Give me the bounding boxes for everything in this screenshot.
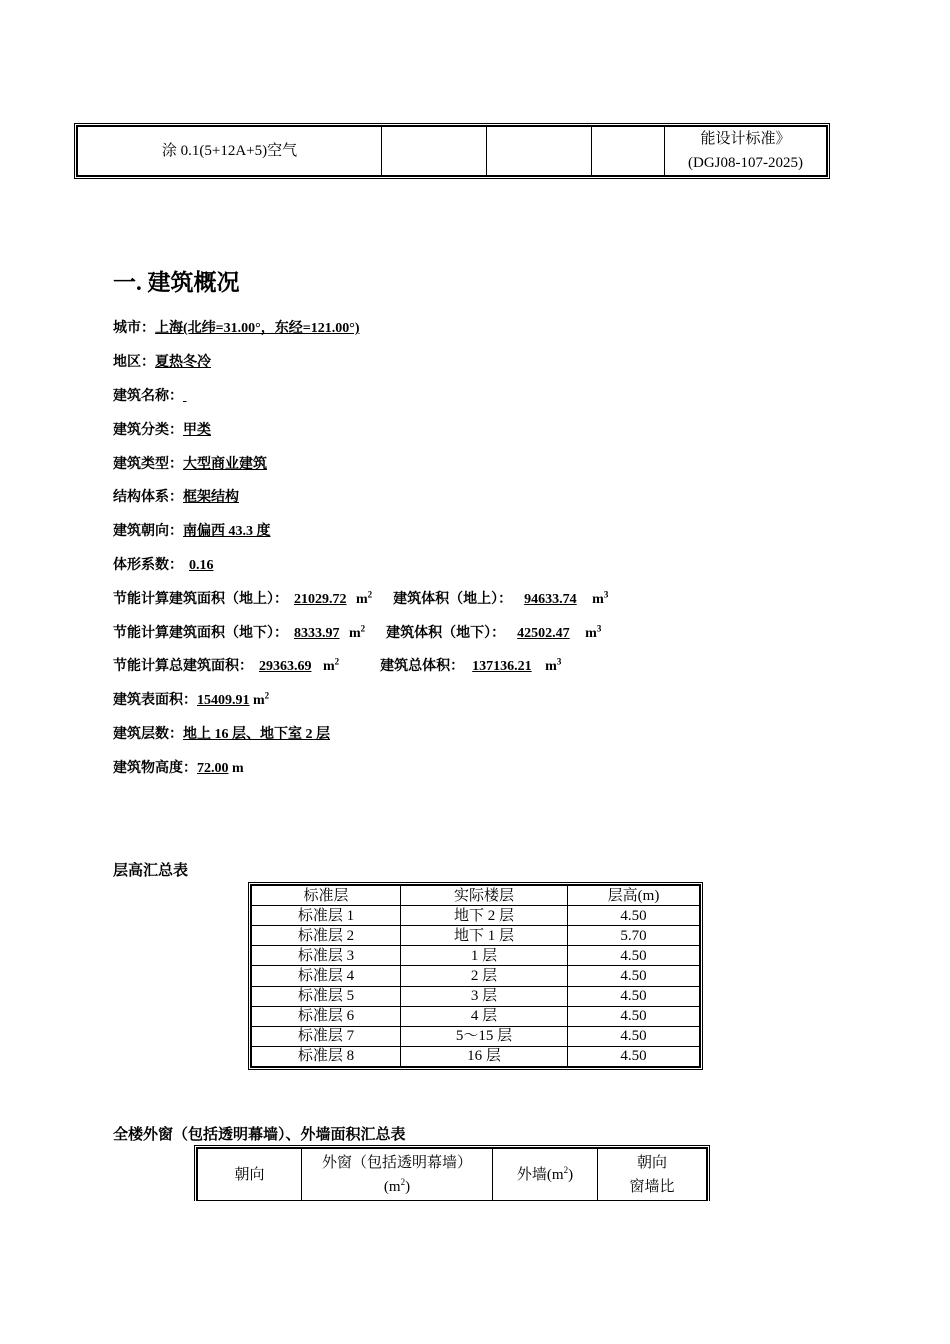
- table-row: [252, 966, 700, 986]
- table-cell: 2 层: [401, 966, 568, 986]
- table-cell: 标准层 3: [252, 946, 401, 966]
- column-header-orientation: 朝向: [198, 1149, 302, 1201]
- table-cell: 标准层 5: [252, 986, 401, 1006]
- table-cell: 4.50: [568, 946, 700, 966]
- table-cell: 4.50: [568, 1046, 700, 1066]
- info-area-above: 节能计算建筑面积（地上）： 21029.72 $m^2$ 建筑体积（地上）： 94633.74 $m^3$: [113, 589, 609, 607]
- table-cell: 标准层 7: [252, 1026, 401, 1046]
- info-city: 城市：上海(北纬=31.00°，东经=121.00°): [113, 321, 360, 336]
- top-table-fragment: [74, 123, 830, 179]
- table-row: [252, 986, 700, 1006]
- info-total-area: 节能计算总建筑面积： 29363.69 $m^2$ 建筑总体积： 137136.21 $m^3$: [113, 656, 562, 674]
- info-height: 建筑物高度：72.00 m: [113, 761, 244, 776]
- column-header-window-area: 外窗（包括透明幕墙） $(m^2)$: [302, 1149, 493, 1201]
- table-row: [252, 946, 700, 966]
- table-cell: 5～15 层: [401, 1026, 568, 1046]
- table-cell: 4.50: [568, 966, 700, 986]
- table-cell: 1 层: [401, 946, 568, 966]
- table-row: [252, 926, 700, 946]
- column-header-window-wall-ratio: 朝向 窗墙比: [598, 1149, 707, 1201]
- table-cell: 标准层 8: [252, 1046, 401, 1066]
- table-cell: 4.50: [568, 986, 700, 1006]
- top-table-cell-standard: 能设计标准》 (DGJ08-107-2025): [665, 127, 827, 176]
- table-row: [252, 1026, 700, 1046]
- table-cell: 5.70: [568, 926, 700, 946]
- info-floors: 建筑层数：地上 16 层、地下室 2 层: [113, 727, 330, 742]
- column-header: 标准层: [252, 886, 401, 906]
- table-cell: 4.50: [568, 1006, 700, 1026]
- table-cell: 标准层 1: [252, 906, 401, 926]
- table-cell: 标准层 4: [252, 966, 401, 986]
- top-table-cell: [592, 127, 665, 176]
- top-table-cell-material: 涂 0.1(5+12A+5)空气: [78, 127, 382, 176]
- floor-table-title: 层高汇总表: [113, 863, 189, 879]
- info-category: 建筑分类：甲类: [113, 423, 211, 438]
- table-row: [252, 906, 700, 926]
- info-building-name: 建筑名称：: [113, 389, 183, 404]
- floor-table-header: [252, 886, 700, 906]
- table-cell: 4.50: [568, 906, 700, 926]
- table-cell: 16 层: [401, 1046, 568, 1066]
- table-cell: 地下 1 层: [401, 926, 568, 946]
- table-cell: 4.50: [568, 1026, 700, 1046]
- info-region: 地区：夏热冬冷: [113, 355, 211, 370]
- column-header: 层高(m): [568, 886, 700, 906]
- table-row: [252, 1046, 700, 1066]
- column-header: 实际楼层: [401, 886, 568, 906]
- top-table-cell: [382, 127, 487, 176]
- table-cell: 标准层 2: [252, 926, 401, 946]
- table-cell: 4 层: [401, 1006, 568, 1026]
- info-type: 建筑类型：大型商业建筑: [113, 457, 267, 472]
- window-table-title: 全楼外窗（包括透明幕墙）、外墙面积汇总表: [113, 1127, 406, 1143]
- table-row: [252, 1006, 700, 1026]
- column-header-wall-area: 外墙$(m^2)$: [493, 1149, 598, 1201]
- info-orientation: 建筑朝向：南偏西 43.3 度: [113, 524, 271, 539]
- window-wall-area-table: [194, 1145, 710, 1201]
- floor-height-table: [248, 882, 703, 1070]
- section-title: 一. 建筑概况: [113, 270, 240, 295]
- info-structure: 结构体系：框架结构: [113, 490, 239, 505]
- top-table-cell: [487, 127, 592, 176]
- info-surface-area: 建筑表面积：15409.91 $m^2$: [113, 690, 270, 708]
- table-cell: 地下 2 层: [401, 906, 568, 926]
- table-cell: 3 层: [401, 986, 568, 1006]
- table-cell: 标准层 6: [252, 1006, 401, 1026]
- info-area-below: 节能计算建筑面积（地下）： 8333.97 $m^2$ 建筑体积（地下）： 42502.47 $m^3$: [113, 623, 602, 641]
- window-table-header: [198, 1149, 707, 1201]
- info-shape-coefficient: 体形系数： 0.16: [113, 558, 214, 573]
